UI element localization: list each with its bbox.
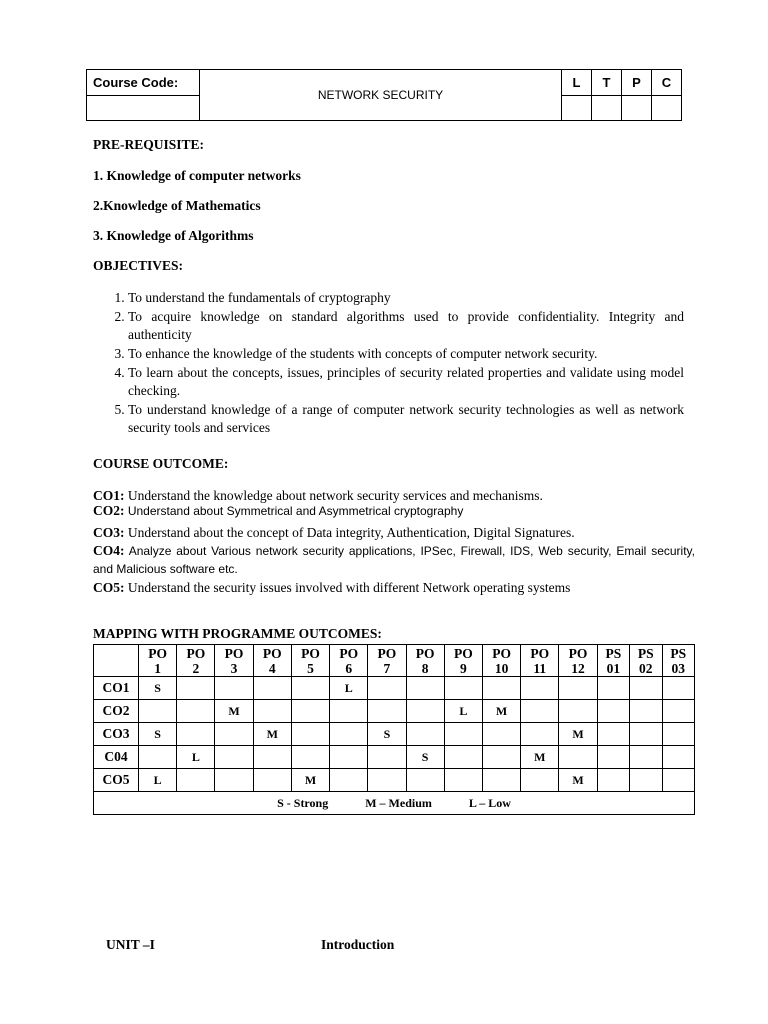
column-prefix: PO: [339, 645, 359, 661]
mapping-column-header: [630, 645, 662, 677]
mapping-row: [94, 700, 695, 723]
mapping-cell: [368, 677, 406, 700]
mapping-row: [94, 769, 695, 792]
course-outcome-item: [93, 502, 695, 520]
outcome-text: Understand the knowledge about network security services and mechanisms.: [124, 488, 543, 503]
mapping-cell: [215, 746, 253, 769]
ltpc-t-value: [592, 95, 622, 121]
mapping-cell: [630, 677, 662, 700]
mapping-cell: [597, 723, 629, 746]
ltpc-p-value: [622, 95, 652, 121]
mapping-column-header: [177, 645, 215, 677]
outcome-text: Understand about Symmetrical and Asymmetrical cryptography: [124, 504, 464, 518]
mapping-cell: [559, 677, 597, 700]
mapping-row: [94, 746, 695, 769]
column-prefix: PO: [148, 645, 167, 661]
course-outcome-item: [93, 524, 695, 542]
mapping-cell: [482, 746, 520, 769]
mapping-cell: [482, 677, 520, 700]
mapping-column-header: [406, 645, 444, 677]
mapping-cell: [139, 746, 177, 769]
mapping-cell: [253, 746, 291, 769]
mapping-cell: [253, 769, 291, 792]
prerequisite-item: 3. Knowledge of Algorithms: [93, 228, 254, 243]
mapping-cell: [330, 700, 368, 723]
mapping-cell: [597, 677, 629, 700]
column-number: 03: [671, 660, 685, 676]
mapping-cell: L: [330, 677, 368, 700]
mapping-cell: S: [139, 723, 177, 746]
mapping-column-header: [662, 645, 695, 677]
ltpc-c: C: [652, 70, 682, 96]
mapping-cell: S: [139, 677, 177, 700]
mapping-legend-row: [94, 792, 695, 815]
course-code-label: Course Code:: [87, 70, 200, 96]
mapping-cell: [330, 723, 368, 746]
objectives-list: [100, 289, 684, 438]
mapping-cell: S: [368, 723, 406, 746]
course-outcome-heading: COURSE OUTCOME:: [93, 456, 229, 471]
mapping-cell: [630, 700, 662, 723]
mapping-cell: [291, 746, 329, 769]
mapping-cell: [177, 769, 215, 792]
mapping-column-header: [215, 645, 253, 677]
mapping-cell: [444, 677, 482, 700]
mapping-cell: [406, 677, 444, 700]
ltpc-c-value: [652, 95, 682, 121]
objective-item: 3. To enhance the knowledge of the students with concepts of computer network security.: [128, 345, 684, 363]
legend-low: L – Low: [468, 795, 511, 810]
mapping-cell: S: [406, 746, 444, 769]
mapping-cell: [406, 769, 444, 792]
column-prefix: PS: [670, 645, 687, 661]
course-outcome-item: [93, 579, 695, 597]
column-number: 02: [639, 660, 653, 676]
ltpc-l: L: [562, 70, 592, 96]
mapping-cell: [368, 700, 406, 723]
column-number: 11: [533, 660, 547, 676]
mapping-row-label: CO2: [94, 700, 139, 723]
column-number: 12: [571, 660, 585, 676]
mapping-cell: [253, 700, 291, 723]
outcome-text: Understand the security issues involved with different Network operating systems: [124, 580, 571, 595]
ltpc-p: P: [622, 70, 652, 96]
column-number: 01: [606, 660, 621, 676]
mapping-cell: [521, 700, 559, 723]
column-number: 4: [268, 660, 276, 676]
mapping-cell: [482, 723, 520, 746]
column-prefix: PO: [224, 645, 244, 661]
mapping-cell: [662, 700, 695, 723]
mapping-cell: [177, 723, 215, 746]
prerequisite-item: 2.Knowledge of Mathematics: [93, 198, 261, 213]
mapping-cell: [482, 769, 520, 792]
ltpc-l-value: [562, 95, 592, 121]
column-prefix: PO: [301, 645, 320, 661]
outcome-code: CO2:: [93, 503, 125, 518]
mapping-cell: [215, 769, 253, 792]
mapping-column-header: [253, 645, 291, 677]
mapping-header-row: [94, 645, 695, 677]
mapping-table: [93, 644, 695, 815]
mapping-column-header: [521, 645, 559, 677]
mapping-cell: [406, 700, 444, 723]
mapping-cell: [177, 677, 215, 700]
mapping-row-label: CO1: [94, 677, 139, 700]
mapping-cell: [368, 769, 406, 792]
mapping-cell: M: [559, 723, 597, 746]
mapping-cell: [521, 723, 559, 746]
objective-item: 4. To learn about the concepts, issues, principles of security related properties and validate using model checking.: [128, 364, 684, 400]
mapping-cell: [597, 769, 629, 792]
column-prefix: PS: [605, 645, 622, 661]
mapping-cell: [444, 723, 482, 746]
outcome-code: CO5:: [93, 580, 125, 595]
mapping-column-header: [559, 645, 597, 677]
column-number: 9: [459, 660, 467, 676]
mapping-row: [94, 723, 695, 746]
mapping-row-label: CO5: [94, 769, 139, 792]
column-number: 6: [345, 660, 353, 676]
mapping-row: [94, 677, 695, 700]
objective-item: 1. To understand the fundamentals of cryptography: [128, 289, 684, 307]
mapping-column-header: [139, 645, 177, 677]
column-number: 5: [307, 660, 314, 676]
mapping-heading: MAPPING WITH PROGRAMME OUTCOMES:: [93, 626, 382, 641]
mapping-cell: [215, 677, 253, 700]
mapping-cell: [177, 700, 215, 723]
mapping-cell: M: [521, 746, 559, 769]
mapping-cell: [662, 769, 695, 792]
mapping-cell: L: [177, 746, 215, 769]
mapping-cell: [139, 700, 177, 723]
outcome-text: Analyze about Various network security applications, IPSec, Firewall, IDS, Web security, Email security, and Malicious software etc.: [93, 544, 695, 576]
course-code-value: [87, 95, 200, 121]
mapping-column-header: [368, 645, 406, 677]
column-number: 2: [192, 660, 200, 676]
mapping-cell: [444, 769, 482, 792]
mapping-cell: [630, 769, 662, 792]
column-prefix: PO: [262, 645, 282, 661]
mapping-row-label: C04: [94, 746, 139, 769]
objectives-heading: OBJECTIVES:: [93, 258, 184, 273]
mapping-cell: M: [253, 723, 291, 746]
mapping-cell: [291, 677, 329, 700]
column-prefix: PO: [453, 645, 473, 661]
unit-label: UNIT –I: [106, 937, 155, 952]
column-prefix: PO: [530, 645, 550, 661]
mapping-cell: L: [139, 769, 177, 792]
mapping-cell: [215, 723, 253, 746]
mapping-cell: [521, 677, 559, 700]
mapping-cell: M: [482, 700, 520, 723]
column-prefix: PO: [186, 645, 206, 661]
column-number: 7: [383, 660, 391, 676]
mapping-corner-cell: [94, 645, 139, 677]
mapping-cell: M: [215, 700, 253, 723]
column-prefix: PO: [492, 645, 511, 661]
column-number: 1: [154, 660, 161, 676]
mapping-cell: L: [444, 700, 482, 723]
course-title: NETWORK SECURITY: [200, 70, 562, 121]
mapping-cell: M: [559, 769, 597, 792]
mapping-column-header: [291, 645, 329, 677]
column-prefix: PO: [568, 645, 588, 661]
mapping-cell: [406, 723, 444, 746]
mapping-cell: [368, 746, 406, 769]
mapping-column-header: [330, 645, 368, 677]
column-prefix: PS: [637, 645, 654, 661]
column-number: 10: [494, 660, 509, 676]
column-number: 3: [230, 660, 238, 676]
mapping-cell: [597, 746, 629, 769]
prerequisite-item: 1. Knowledge of computer networks: [93, 168, 301, 183]
outcome-text: Understand about the concept of Data integrity, Authentication, Digital Signatures.: [124, 525, 575, 540]
mapping-row-label: CO3: [94, 723, 139, 746]
outcome-code: CO1:: [93, 488, 125, 503]
unit-title: Introduction: [321, 937, 395, 952]
mapping-cell: [662, 723, 695, 746]
column-prefix: PO: [415, 645, 435, 661]
mapping-cell: [559, 700, 597, 723]
mapping-cell: [662, 677, 695, 700]
mapping-cell: [630, 746, 662, 769]
mapping-cell: [291, 723, 329, 746]
mapping-cell: [521, 769, 559, 792]
objective-item: 2. To acquire knowledge on standard algorithms used to provide confidentiality. Integrity and authenticity: [128, 308, 684, 344]
ltpc-t: T: [592, 70, 622, 96]
column-number: 8: [421, 660, 429, 676]
mapping-cell: [444, 746, 482, 769]
course-header-table: [86, 69, 682, 121]
outcome-code: CO4:: [93, 543, 125, 558]
mapping-column-header: [597, 645, 629, 677]
mapping-cell: [330, 769, 368, 792]
course-outcome-item: [93, 542, 695, 578]
mapping-legend: [94, 792, 695, 815]
mapping-cell: [330, 746, 368, 769]
legend-strong: S - Strong: [277, 795, 329, 810]
mapping-cell: [597, 700, 629, 723]
mapping-cell: M: [291, 769, 329, 792]
legend-medium: M – Medium: [365, 795, 432, 810]
mapping-cell: [291, 700, 329, 723]
outcome-code: CO3:: [93, 525, 125, 540]
column-prefix: PO: [377, 645, 397, 661]
mapping-cell: [630, 723, 662, 746]
prerequisite-heading: PRE-REQUISITE:: [93, 137, 205, 152]
mapping-cell: [253, 677, 291, 700]
mapping-column-header: [482, 645, 520, 677]
mapping-cell: [559, 746, 597, 769]
mapping-column-header: [444, 645, 482, 677]
mapping-cell: [662, 746, 695, 769]
objective-item: 5. To understand knowledge of a range of computer network security technologies as well as network security tools and services: [128, 401, 684, 437]
